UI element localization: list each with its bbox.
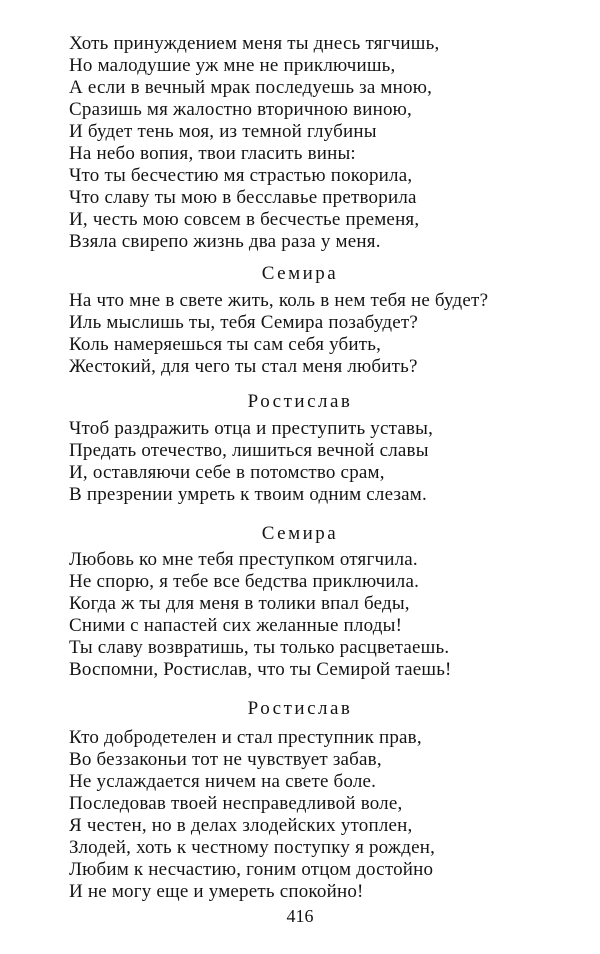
verse-line: Сними с напастей сих желанные плоды! [69,615,403,636]
verse-line: Ты славу возвратишь, ты только расцветаешь. [69,637,450,658]
speaker-name: Ростислав [247,698,353,719]
verse-line: Любовь ко мне тебя преступком отягчила. [69,549,418,570]
verse-line: Взяла свирепо жизнь два раза у меня. [69,231,381,252]
verse-line: Предать отечество, лишиться вечной славы [69,440,429,461]
verse-line: Жестокий, для чего ты стал меня любить? [69,356,418,377]
verse-line: Чтоб раздражить отца и преступить уставы, [69,418,434,439]
verse-line: Воспомни, Ростислав, что ты Семирой таешь! [69,659,452,680]
verse-line: Не спорю, я тебе все бедства приключила. [69,571,420,592]
verse-line: Но малодушие уж мне не приключишь, [69,55,396,76]
verse-line: Любим к несчастию, гоним отцом достойно [69,859,434,880]
verse-line: Сразишь мя жалостно вторичною виною, [69,99,413,120]
verse-line: А если в вечный мрак последуешь за мною, [69,77,433,98]
verse-line: Кто добродетелен и стал преступник прав, [69,727,422,748]
verse-line: Иль мыслишь ты, тебя Семира позабудет? [69,312,419,333]
verse-line: И не могу еще и умереть спокойно! [69,881,364,902]
verse-line: Коль намеряешься ты сам себя убить, [69,334,382,355]
verse-line: Во беззаконьи тот не чувствует забав, [69,749,382,770]
verse-line: Хоть принуждением меня ты днесь тягчишь, [69,33,440,54]
verse-line: Злодей, хоть к честному поступку я рожден, [69,837,436,858]
page-number: 416 [286,906,314,926]
verse-line: На что мне в свете жить, коль в нем тебя не будет? [69,290,489,311]
verse-line: Не услаждается ничем на свете боле. [69,771,377,792]
speaker-name: Семира [261,523,339,544]
speaker-name: Ростислав [247,391,353,412]
verse-line: Что славу ты мою в бесславье претворила [69,187,417,208]
verse-line: Я честен, но в делах злодейских утоплен, [69,815,413,836]
verse-line: И, честь мою совсем в бесчестье пременя, [69,209,420,230]
verse-line: В презрении умреть к твоим одним слезам. [69,484,427,505]
verse-line: На небо вопия, твои гласить вины: [69,143,356,164]
speaker-name: Семира [261,263,339,284]
verse-line: Когда ж ты для меня в толики впал беды, [69,593,410,614]
verse-line: И будет тень моя, из темной глубины [69,121,377,142]
verse-line: И, оставляючи себе в потомство срам, [69,462,385,483]
verse-line: Что ты бесчестию мя страстью покорила, [69,165,413,186]
verse-line: Последовав твоей несправедливой воле, [69,793,403,814]
